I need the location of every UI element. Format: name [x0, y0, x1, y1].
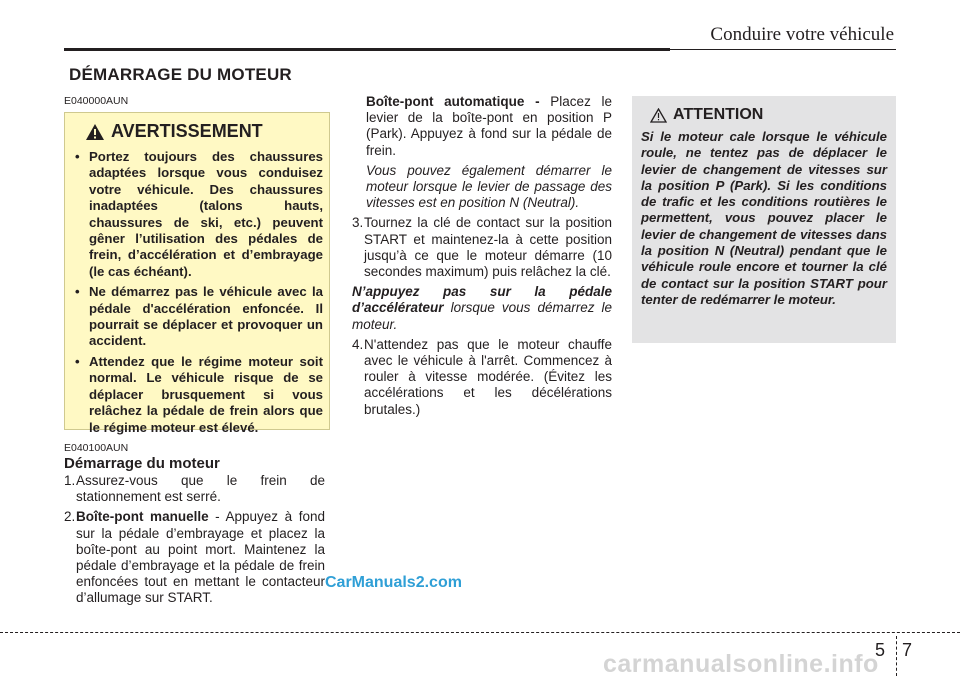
doc-code-1: E040000AUN [64, 95, 129, 107]
attention-header [650, 106, 763, 124]
chapter-number: 5 [875, 640, 886, 660]
footer-separator [896, 636, 897, 676]
warning-triangle-icon [85, 123, 105, 141]
warning-item: • Ne démarrez pas le véhicule avec la pédale d'accélération enfoncée. Il pourrait se déplacer et provoquer un accident. [75, 284, 323, 349]
footer-watermark: carmanualsonline.info [603, 650, 879, 678]
section-title: DÉMARRAGE DU MOTEUR [69, 65, 292, 84]
step-text: - Appuyez à fond sur la pédale d’embrayage et placez la boîte-pont au point mort. Maintenez la pédale d’embrayage et la pédale de frein enfoncées tout en mettant le contacteur d’allumage sur START. [76, 509, 325, 606]
doc-code-2: E040100AUN [64, 442, 129, 454]
accelerator-note-text: lorsque vous démarrez le moteur. [352, 300, 612, 332]
warning-title: AVERTISSEMENT [111, 121, 263, 141]
accelerator-note-bold: N’appuyez pas sur la pédale d’accélérateur [352, 284, 612, 316]
footer-rule [0, 632, 960, 633]
warning-item: • Portez toujours des chaussures adaptées lorsque vous conduisez votre véhicule. Des chaussures inadaptées (talons hauts, chaussures de ski, etc.) peuvent gêner l’utilisation des pédales de frein, d’accélération et d’embrayage (le cas échéant). [75, 149, 323, 279]
header-rule [64, 48, 670, 51]
warning-item-text: Attendez que le régime moteur soit normal. Le véhicule risque de se déplacer brusquement si vous relâchez la pédale de frein alors que le régime moteur est élevé. [89, 353, 323, 435]
steps-list-left [64, 473, 325, 611]
step-number: 4. [352, 336, 364, 352]
automatic-text: Placez le levier de la boîte-pont en position P (Park). Appuyez à fond sur la pédale de frein. [366, 94, 613, 158]
step-number: 2. [64, 509, 76, 525]
automatic-note: Vous pouvez également démarrer le moteur lorsque le levier de passage des vitesses est en position N (Neutral). [366, 162, 612, 211]
step-item [352, 337, 612, 418]
attention-title: ATTENTION [673, 106, 764, 123]
warning-item-text: Ne démarrez pas le véhicule avec la pédale d'accélération enfoncée. Il pourrait se déplacer et provoquer un accident. [89, 284, 323, 349]
automatic-label: Boîte-pont automatique - [366, 94, 540, 109]
step-label: Boîte-pont manuelle [76, 509, 209, 525]
attention-box [632, 96, 896, 343]
step-number: 1. [64, 473, 76, 488]
step-item [64, 473, 325, 505]
warning-box [64, 112, 330, 435]
watermark: CarManuals2.com [325, 574, 462, 591]
column-middle [352, 94, 612, 422]
steps-list-middle [352, 215, 612, 280]
step-item [64, 509, 325, 606]
steps-list-middle-2 [352, 337, 612, 418]
header-title: Conduire votre véhicule [710, 24, 894, 45]
header-rule-thin [670, 49, 896, 50]
warning-item: • Attendez que le régime moteur soit normal. Le véhicule risque de se déplacer brusquement si vous relâchez la pédale de frein alors que le régime moteur est élevé. [75, 353, 323, 435]
step-text: Tournez la clé de contact sur la position START et maintenez-la à cette position jusqu’à ce que le moteur démarre (10 secondes maximum) puis relâchez la clé. [364, 215, 612, 280]
subheading: Démarrage du moteur [64, 455, 220, 472]
automatic-paragraph [352, 94, 612, 159]
step-number: 3. [352, 215, 364, 231]
page-number: 7 [902, 640, 913, 660]
step-text: Assurez-vous que le frein de stationnement est serré. [76, 473, 325, 505]
accelerator-note [352, 284, 612, 333]
warning-list [73, 149, 323, 440]
warning-header [85, 121, 263, 142]
attention-body: Si le moteur cale lorsque le véhicule roule, ne tentez pas de déplacer le levier de changement de vitesses sur la position P (Park). Si les conditions de trafic et les conditions routières le permettent, vous pouvez placer le levier de changement de vitesses dans la position N (Neutral) pendant que le véhicule roule encore et tourner la clé de contact sur la position START pour tenter de redémarrer le moteur. [641, 129, 887, 307]
caution-triangle-icon [650, 108, 667, 123]
step-item [352, 215, 612, 280]
step-text: N'attendez pas que le moteur chauffe avec le véhicule à l'arrêt. Commencez à rouler à vitesse modérée. (Évitez les accélérations et les décélérations brutales.) [364, 336, 612, 417]
warning-item-text: Portez toujours des chaussures adaptées lorsque vous conduisez votre véhicule. Des chaussures inadaptées (talons hauts, chaussures de ski, etc.) peuvent gêner l’utilisation des pédales de frein, d’accélération et d’embrayage (le cas échéant). [89, 149, 323, 279]
